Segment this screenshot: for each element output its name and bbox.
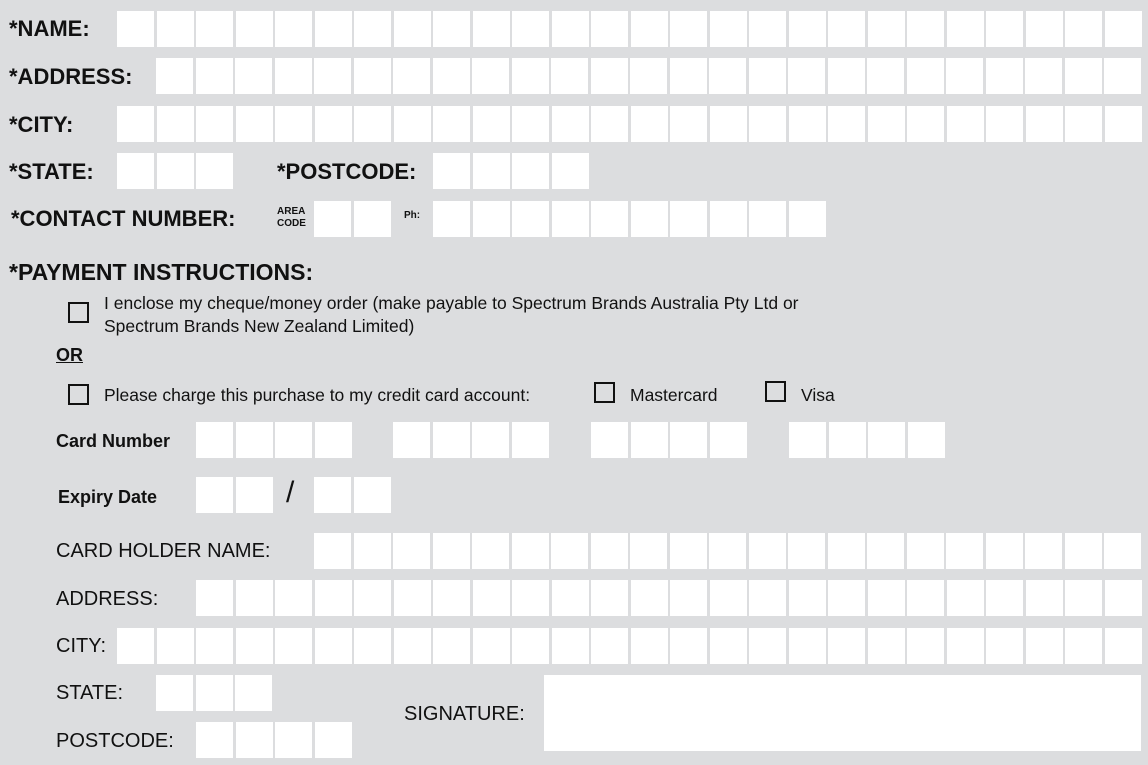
char-cell[interactable] <box>591 11 628 47</box>
char-cell[interactable] <box>512 106 549 142</box>
char-cell[interactable] <box>157 628 194 664</box>
char-cell[interactable] <box>630 58 667 94</box>
char-cell[interactable] <box>196 422 233 458</box>
char-cell[interactable] <box>354 533 391 569</box>
char-cell[interactable] <box>354 11 391 47</box>
contact-number-label: *CONTACT NUMBER: <box>11 206 236 231</box>
credit-card-checkbox[interactable] <box>68 384 89 405</box>
char-cell[interactable] <box>789 201 826 237</box>
char-cell[interactable] <box>670 422 707 458</box>
char-cell[interactable] <box>157 106 194 142</box>
char-cell[interactable] <box>275 722 312 758</box>
char-cell[interactable] <box>867 58 904 94</box>
char-cell[interactable] <box>433 628 470 664</box>
signature-box[interactable] <box>544 675 1141 751</box>
char-cell[interactable] <box>1105 106 1142 142</box>
char-cell[interactable] <box>394 106 431 142</box>
char-cell[interactable] <box>709 58 746 94</box>
char-cell[interactable] <box>354 201 391 237</box>
char-cell[interactable] <box>868 628 905 664</box>
char-cell[interactable] <box>512 580 549 616</box>
char-cell[interactable] <box>354 477 391 513</box>
char-cell[interactable] <box>907 580 944 616</box>
char-cell[interactable] <box>196 580 233 616</box>
char-cell[interactable] <box>828 533 865 569</box>
char-cell[interactable] <box>354 106 391 142</box>
char-cell[interactable] <box>710 580 747 616</box>
char-cell[interactable] <box>867 533 904 569</box>
char-cell[interactable] <box>1065 533 1102 569</box>
char-cell[interactable] <box>393 533 430 569</box>
char-cell[interactable] <box>631 11 668 47</box>
char-cell[interactable] <box>710 11 747 47</box>
char-cell[interactable] <box>157 11 194 47</box>
char-cell[interactable] <box>354 628 391 664</box>
char-cell[interactable] <box>986 628 1023 664</box>
char-cell[interactable] <box>670 11 707 47</box>
char-cell[interactable] <box>947 106 984 142</box>
card-holder-postcode-label: POSTCODE: <box>56 730 174 752</box>
char-cell[interactable] <box>749 533 786 569</box>
char-cell[interactable] <box>472 422 509 458</box>
char-cell[interactable] <box>433 580 470 616</box>
char-cell[interactable] <box>196 628 233 664</box>
char-cell[interactable] <box>1065 106 1102 142</box>
char-cell[interactable] <box>314 533 351 569</box>
char-cell[interactable] <box>749 201 786 237</box>
char-cell[interactable] <box>710 422 747 458</box>
char-cell[interactable] <box>868 580 905 616</box>
char-cell[interactable] <box>473 201 510 237</box>
char-cell[interactable] <box>473 628 510 664</box>
char-cell[interactable] <box>196 153 233 189</box>
char-cell[interactable] <box>591 580 628 616</box>
char-cell[interactable] <box>473 153 510 189</box>
char-cell[interactable] <box>512 422 549 458</box>
ph-label: Ph: <box>404 210 421 221</box>
char-cell[interactable] <box>908 422 945 458</box>
char-cell[interactable] <box>907 11 944 47</box>
char-cell[interactable] <box>868 106 905 142</box>
char-cell[interactable] <box>354 58 391 94</box>
char-cell[interactable] <box>196 11 233 47</box>
char-cell[interactable] <box>314 477 351 513</box>
expiry-date-label: Expiry Date <box>58 487 158 507</box>
char-cell[interactable] <box>907 106 944 142</box>
cheque-text: I enclose my cheque/money order (make payable to Spectrum Brands Australia Pty Ltd or Spectrum Brands New Zealand Limited) <box>104 293 799 336</box>
char-cell[interactable] <box>275 58 312 94</box>
char-cell[interactable] <box>907 628 944 664</box>
char-cell[interactable] <box>631 201 668 237</box>
char-cell[interactable] <box>670 106 707 142</box>
char-cell[interactable] <box>1105 580 1142 616</box>
char-cell[interactable] <box>710 628 747 664</box>
char-cell[interactable] <box>157 153 194 189</box>
char-cell[interactable] <box>196 106 233 142</box>
char-cell[interactable] <box>433 58 470 94</box>
char-cell[interactable] <box>1026 11 1063 47</box>
char-cell[interactable] <box>1065 628 1102 664</box>
char-cell[interactable] <box>749 580 786 616</box>
char-cell[interactable] <box>236 11 273 47</box>
char-cell[interactable] <box>196 58 233 94</box>
char-cell[interactable] <box>156 58 193 94</box>
char-cell[interactable] <box>472 58 509 94</box>
char-cell[interactable] <box>828 106 865 142</box>
char-cell[interactable] <box>315 722 352 758</box>
charge-text: Please charge this purchase to my credit card account: <box>104 385 531 405</box>
char-cell[interactable] <box>552 580 589 616</box>
cheque-checkbox[interactable] <box>68 302 89 323</box>
char-cell[interactable] <box>1025 533 1062 569</box>
card-number-label: Card Number <box>56 431 171 451</box>
postcode-label: *POSTCODE: <box>277 159 417 184</box>
signature-label: SIGNATURE: <box>404 703 525 725</box>
char-cell[interactable] <box>314 201 351 237</box>
card-holder-state-label: STATE: <box>56 682 124 704</box>
char-cell[interactable] <box>275 422 312 458</box>
char-cell[interactable] <box>473 106 510 142</box>
char-cell[interactable] <box>512 201 549 237</box>
char-cell[interactable] <box>275 106 312 142</box>
expiry-separator: / <box>286 476 295 509</box>
char-cell[interactable] <box>354 580 391 616</box>
char-cell[interactable] <box>946 533 983 569</box>
char-cell[interactable] <box>473 11 510 47</box>
char-cell[interactable] <box>315 580 352 616</box>
char-cell[interactable] <box>710 106 747 142</box>
mastercard-label: Mastercard <box>630 385 718 405</box>
char-cell[interactable] <box>947 580 984 616</box>
char-cell[interactable] <box>552 106 589 142</box>
char-cell[interactable] <box>117 106 154 142</box>
char-cell[interactable] <box>749 106 786 142</box>
char-cell[interactable] <box>828 628 865 664</box>
char-cell[interactable] <box>236 477 273 513</box>
char-cell[interactable] <box>275 11 312 47</box>
char-cell[interactable] <box>986 58 1023 94</box>
char-cell[interactable] <box>236 422 273 458</box>
char-cell[interactable] <box>315 11 352 47</box>
char-cell[interactable] <box>789 106 826 142</box>
char-cell[interactable] <box>749 11 786 47</box>
char-cell[interactable] <box>196 722 233 758</box>
char-cell[interactable] <box>828 580 865 616</box>
char-cell[interactable] <box>907 533 944 569</box>
char-cell[interactable] <box>1104 58 1141 94</box>
char-cell[interactable] <box>631 580 668 616</box>
char-cell[interactable] <box>315 106 352 142</box>
char-cell[interactable] <box>868 422 905 458</box>
area-code-label: AREA CODE <box>277 206 306 229</box>
address-label: *ADDRESS: <box>9 64 133 89</box>
char-cell[interactable] <box>591 628 628 664</box>
char-cell[interactable] <box>236 722 273 758</box>
char-cell[interactable] <box>552 11 589 47</box>
char-cell[interactable] <box>394 580 431 616</box>
char-cell[interactable] <box>670 628 707 664</box>
mastercard-checkbox[interactable] <box>594 382 615 403</box>
char-cell[interactable] <box>394 11 431 47</box>
char-cell[interactable] <box>236 628 273 664</box>
char-cell[interactable] <box>1065 580 1102 616</box>
char-cell[interactable] <box>196 675 233 711</box>
char-cell[interactable] <box>235 675 272 711</box>
char-cell[interactable] <box>947 11 984 47</box>
char-cell[interactable] <box>473 580 510 616</box>
char-cell[interactable] <box>749 58 786 94</box>
char-cell[interactable] <box>512 11 549 47</box>
or-label: OR <box>56 345 83 365</box>
char-cell[interactable] <box>788 533 825 569</box>
char-cell[interactable] <box>156 675 193 711</box>
char-cell[interactable] <box>946 58 983 94</box>
char-cell[interactable] <box>472 533 509 569</box>
char-cell[interactable] <box>591 201 628 237</box>
char-cell[interactable] <box>986 106 1023 142</box>
char-cell[interactable] <box>393 422 430 458</box>
char-cell[interactable] <box>986 11 1023 47</box>
char-cell[interactable] <box>551 58 588 94</box>
state-label: *STATE: <box>9 159 94 184</box>
char-cell[interactable] <box>986 533 1023 569</box>
char-cell[interactable] <box>591 106 628 142</box>
char-cell[interactable] <box>829 422 866 458</box>
char-cell[interactable] <box>631 628 668 664</box>
char-cell[interactable] <box>433 11 470 47</box>
char-cell[interactable] <box>552 628 589 664</box>
char-cell[interactable] <box>631 422 668 458</box>
char-cell[interactable] <box>117 153 154 189</box>
char-cell[interactable] <box>670 533 707 569</box>
char-cell[interactable] <box>314 58 351 94</box>
char-cell[interactable] <box>591 58 628 94</box>
char-cell[interactable] <box>789 628 826 664</box>
char-cell[interactable] <box>433 533 470 569</box>
char-cell[interactable] <box>433 201 470 237</box>
char-cell[interactable] <box>512 58 549 94</box>
char-cell[interactable] <box>788 58 825 94</box>
name-label: *NAME: <box>9 16 90 41</box>
char-cell[interactable] <box>117 628 154 664</box>
char-cell[interactable] <box>907 58 944 94</box>
char-cell[interactable] <box>709 533 746 569</box>
char-cell[interactable] <box>393 58 430 94</box>
char-cell[interactable] <box>947 628 984 664</box>
char-cell[interactable] <box>1026 106 1063 142</box>
char-cell[interactable] <box>986 580 1023 616</box>
char-cell[interactable] <box>631 106 668 142</box>
char-cell[interactable] <box>236 106 273 142</box>
char-cell[interactable] <box>315 422 352 458</box>
char-cell[interactable] <box>117 11 154 47</box>
char-cell[interactable] <box>275 628 312 664</box>
char-cell[interactable] <box>1026 580 1063 616</box>
payment-heading: *PAYMENT INSTRUCTIONS: <box>9 259 314 285</box>
char-cell[interactable] <box>1025 58 1062 94</box>
char-cell[interactable] <box>670 580 707 616</box>
char-cell[interactable] <box>1065 58 1102 94</box>
char-cell[interactable] <box>512 153 549 189</box>
char-cell[interactable] <box>236 580 273 616</box>
char-cell[interactable] <box>1065 11 1102 47</box>
char-cell[interactable] <box>1026 628 1063 664</box>
char-cell[interactable] <box>828 58 865 94</box>
card-holder-name-label: CARD HOLDER NAME: <box>56 540 271 562</box>
char-cell[interactable] <box>749 628 786 664</box>
char-cell[interactable] <box>1105 628 1142 664</box>
char-cell[interactable] <box>828 11 865 47</box>
char-cell[interactable] <box>591 533 628 569</box>
char-cell[interactable] <box>670 201 707 237</box>
char-cell[interactable] <box>196 477 233 513</box>
char-cell[interactable] <box>315 628 352 664</box>
char-cell[interactable] <box>789 580 826 616</box>
char-cell[interactable] <box>789 11 826 47</box>
card-holder-address-label: ADDRESS: <box>56 588 159 610</box>
char-cell[interactable] <box>1105 11 1142 47</box>
char-cell[interactable] <box>630 533 667 569</box>
char-cell[interactable] <box>1104 533 1141 569</box>
char-cell[interactable] <box>868 11 905 47</box>
char-cell[interactable] <box>552 153 589 189</box>
char-cell[interactable] <box>433 153 470 189</box>
visa-checkbox[interactable] <box>765 381 786 402</box>
city-label: *CITY: <box>9 112 74 137</box>
char-cell[interactable] <box>394 628 431 664</box>
visa-label: Visa <box>801 385 835 405</box>
char-cell[interactable] <box>551 533 588 569</box>
char-cell[interactable] <box>591 422 628 458</box>
char-cell[interactable] <box>710 201 747 237</box>
char-cell[interactable] <box>552 201 589 237</box>
char-cell[interactable] <box>433 106 470 142</box>
char-cell[interactable] <box>512 533 549 569</box>
char-cell[interactable] <box>433 422 470 458</box>
char-cell[interactable] <box>235 58 272 94</box>
char-cell[interactable] <box>789 422 826 458</box>
char-cell[interactable] <box>275 580 312 616</box>
char-cell[interactable] <box>512 628 549 664</box>
char-cell[interactable] <box>670 58 707 94</box>
card-holder-city-label: CITY: <box>56 635 107 657</box>
